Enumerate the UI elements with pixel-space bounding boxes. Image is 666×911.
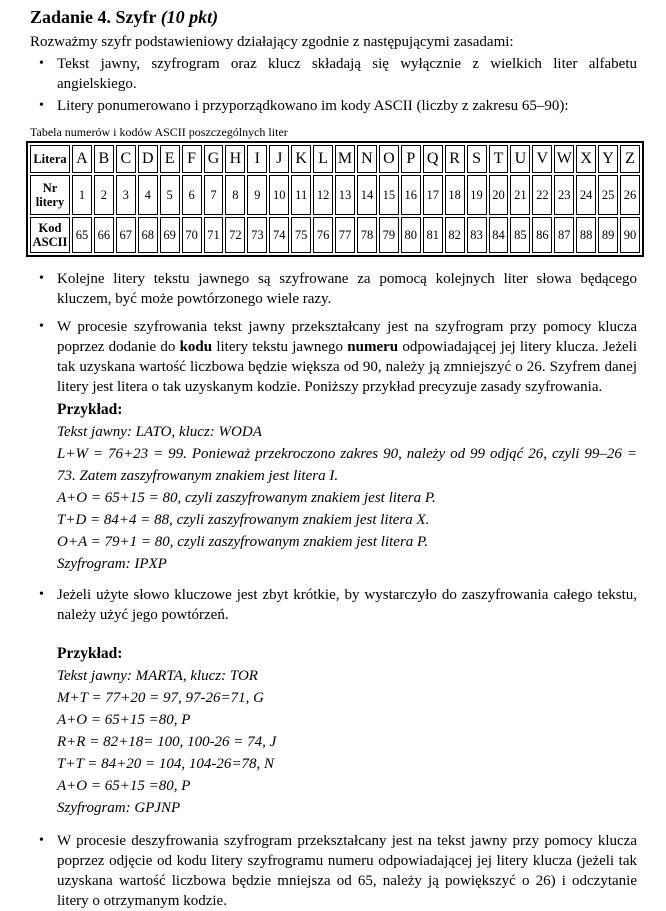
table-cell: T: [489, 145, 509, 173]
table-cell: 77: [335, 217, 355, 253]
encrypt-text-part3: odpowiadającej jej litery klucza. Jeżeli tak uzyskana wartość liczbowa będzie większa od 90, należy ją zmniejszyć o 26. Szyfrem danej litery jest litera o tak uzyskanym kodzie. Poniższy przykład precyzuje zasady szyfrowania.: [57, 339, 637, 395]
bullet-icon: •: [39, 56, 44, 71]
ascii-code-table: [26, 141, 644, 257]
example-2-line: Szyfrogram: GPJNP: [57, 800, 181, 816]
task-title: [30, 5, 637, 29]
table-cell: 90: [620, 217, 640, 253]
bullet-encrypt-rule: [30, 317, 637, 397]
table-cell: 15: [379, 175, 399, 215]
table-cell: 83: [467, 217, 487, 253]
table-cell: 16: [401, 175, 421, 215]
table-row-header: Litera: [30, 145, 70, 173]
example-2: [57, 643, 637, 819]
table-cell: 88: [576, 217, 596, 253]
table-cell: 87: [554, 217, 574, 253]
table-cell: 82: [445, 217, 465, 253]
example-1-heading: Przykład:: [57, 401, 123, 418]
table-cell: 71: [204, 217, 224, 253]
table-cell: J: [269, 145, 289, 173]
bullet-alphabet-rule: [30, 54, 637, 94]
table-cell: 8: [225, 175, 245, 215]
table-row-header: Nr litery: [30, 175, 70, 215]
bullet-icon: •: [39, 587, 44, 602]
bullet-ascii-rule-text: Litery ponumerowano i przyporządkowano im kody ASCII (liczby z zakresu 65–90):: [57, 98, 569, 114]
table-cell: 80: [401, 217, 421, 253]
table-cell: M: [335, 145, 355, 173]
table-cell: H: [225, 145, 245, 173]
table-row: [30, 175, 640, 215]
table-cell: E: [160, 145, 180, 173]
table-cell: 23: [554, 175, 574, 215]
bullet-icon: •: [39, 271, 44, 286]
table-cell: 84: [489, 217, 509, 253]
table-cell: 22: [532, 175, 552, 215]
table-cell: 10: [269, 175, 289, 215]
bullet-icon: •: [39, 319, 44, 334]
table-cell: V: [532, 145, 552, 173]
example-2-heading: Przykład:: [57, 645, 123, 662]
bullet-short-key-rule-text: Jeżeli użyte słowo kluczowe jest zbyt krótkie, by wystarczyło do zaszyfrowania całego tekstu, należy użyć jego powtórzeń.: [57, 587, 637, 623]
table-cell: 12: [313, 175, 333, 215]
table-cell: D: [138, 145, 158, 173]
table-cell: 3: [116, 175, 136, 215]
example-1-line: A+O = 65+15 = 80, czyli zaszyfrowanym znakiem jest litera P.: [57, 490, 436, 506]
table-cell: 21: [510, 175, 530, 215]
table-cell: Z: [620, 145, 640, 173]
table-cell: 86: [532, 217, 552, 253]
bullet-decrypt-rule-text: W procesie deszyfrowania szyfrogram przekształcany jest na tekst jawny przy pomocy klucza poprzez odjęcie od kodu litery szyfrogramu numeru odpowiadającej jej litery klucza (jeżeli tak uzyskana wartość liczbowa będzie mniejsza od 65, należy ją powiększyć o 26) i odczytanie litery o otrzymanym kodzie.: [57, 833, 637, 909]
example-2-line: M+T = 77+20 = 97, 97-26=71, G: [57, 690, 265, 706]
table-cell: 1: [72, 175, 92, 215]
table-cell: 9: [247, 175, 267, 215]
table-cell: 74: [269, 217, 289, 253]
table-cell: 19: [467, 175, 487, 215]
table-cell: 67: [116, 217, 136, 253]
table-cell: 26: [620, 175, 640, 215]
bullet-alphabet-rule-text: Tekst jawny, szyfrogram oraz klucz składają się wyłącznie z wielkich liter alfabetu angielskiego.: [57, 56, 637, 92]
table-cell: 73: [247, 217, 267, 253]
table-cell: 76: [313, 217, 333, 253]
encrypt-bold-numeru: numeru: [347, 339, 399, 355]
example-2-line: A+O = 65+15 =80, P: [57, 778, 191, 794]
bullet-key-rule-text: Kolejne litery tekstu jawnego są szyfrowane za pomocą kolejnych liter słowa będącego kluczem, być może powtórzonego wiele razy.: [57, 271, 637, 307]
table-cell: 89: [598, 217, 618, 253]
bullet-short-key-rule: [30, 585, 637, 625]
example-1-line: Szyfrogram: IPXP: [57, 556, 167, 572]
table-row: [30, 145, 640, 173]
table-cell: F: [182, 145, 202, 173]
bullet-encrypt-rule-text: [57, 317, 637, 397]
table-cell: 14: [357, 175, 377, 215]
table-cell: S: [467, 145, 487, 173]
table-cell: O: [379, 145, 399, 173]
example-1-line: L+W = 76+23 = 99. Ponieważ przekroczono zakres 90, należy od 99 odjąć 26, czyli 99–26 = 73. Zatem zaszyfrowanym znakiem jest litera I.: [57, 446, 637, 484]
table-cell: 4: [138, 175, 158, 215]
table-cell: L: [313, 145, 333, 173]
encrypt-bold-kodu: kodu: [179, 339, 213, 355]
table-cell: 70: [182, 217, 202, 253]
intro-paragraph: Rozważmy szyfr podstawieniowy działający zgodnie z następującymi zasadami:: [30, 34, 514, 50]
table-cell: C: [116, 145, 136, 173]
encrypt-text-part2: litery tekstu jawnego: [212, 339, 348, 355]
table-cell: 13: [335, 175, 355, 215]
table-row: [30, 217, 640, 253]
table-cell: U: [510, 145, 530, 173]
table-cell: B: [94, 145, 114, 173]
table-cell: 81: [423, 217, 443, 253]
table-cell: 2: [94, 175, 114, 215]
example-1-line: T+D = 84+4 = 88, czyli zaszyfrowanym znakiem jest litera X.: [57, 512, 430, 528]
table-cell: 72: [225, 217, 245, 253]
table-cell: W: [554, 145, 574, 173]
table-cell: 11: [291, 175, 311, 215]
table-cell: R: [445, 145, 465, 173]
table-cell: 18: [445, 175, 465, 215]
ascii-table-body: [30, 145, 640, 253]
table-cell: 75: [291, 217, 311, 253]
table-cell: 24: [576, 175, 596, 215]
example-1: [57, 399, 637, 575]
table-cell: 65: [72, 217, 92, 253]
table-cell: 85: [510, 217, 530, 253]
table-cell: Y: [598, 145, 618, 173]
example-2-line: T+T = 84+20 = 104, 104-26=78, N: [57, 756, 275, 772]
bullet-key-rule: [30, 269, 637, 309]
example-2-line: A+O = 65+15 =80, P: [57, 712, 191, 728]
task-title-text: Zadanie 4. Szyfr: [30, 7, 157, 27]
table-cell: 69: [160, 217, 180, 253]
table-cell: Q: [423, 145, 443, 173]
table-cell: I: [247, 145, 267, 173]
table-cell: 68: [138, 217, 158, 253]
table-cell: K: [291, 145, 311, 173]
table-cell: P: [401, 145, 421, 173]
example-1-line: Tekst jawny: LATO, klucz: WODA: [57, 424, 262, 440]
table-cell: 20: [489, 175, 509, 215]
task-points: (10 pkt): [160, 7, 219, 27]
table-cell: 78: [357, 217, 377, 253]
encrypt-text-part1: W procesie szyfrowania tekst jawny przekształcany jest na szyfrogram przy pomocy klucza poprzez dodanie do: [57, 319, 637, 355]
bullet-icon: •: [39, 833, 44, 848]
bullet-icon: •: [39, 98, 44, 113]
table-cell: N: [357, 145, 377, 173]
table-cell: 66: [94, 217, 114, 253]
table-cell: 6: [182, 175, 202, 215]
table-cell: 7: [204, 175, 224, 215]
table-cell: 25: [598, 175, 618, 215]
example-2-line: R+R = 82+18= 100, 100-26 = 74, J: [57, 734, 277, 750]
table-cell: 5: [160, 175, 180, 215]
bullet-decrypt-rule: [30, 831, 637, 911]
example-1-line: O+A = 79+1 = 80, czyli zaszyfrowanym znakiem jest litera P.: [57, 534, 429, 550]
table-cell: A: [72, 145, 92, 173]
table-cell: X: [576, 145, 596, 173]
table-cell: 17: [423, 175, 443, 215]
table-cell: G: [204, 145, 224, 173]
table-cell: 79: [379, 217, 399, 253]
table-row-header: Kod ASCII: [30, 217, 70, 253]
example-2-line: Tekst jawny: MARTA, klucz: TOR: [57, 668, 258, 684]
table-caption: Tabela numerów i kodów ASCII poszczególnych liter: [30, 125, 288, 139]
bullet-ascii-rule: [30, 96, 637, 116]
